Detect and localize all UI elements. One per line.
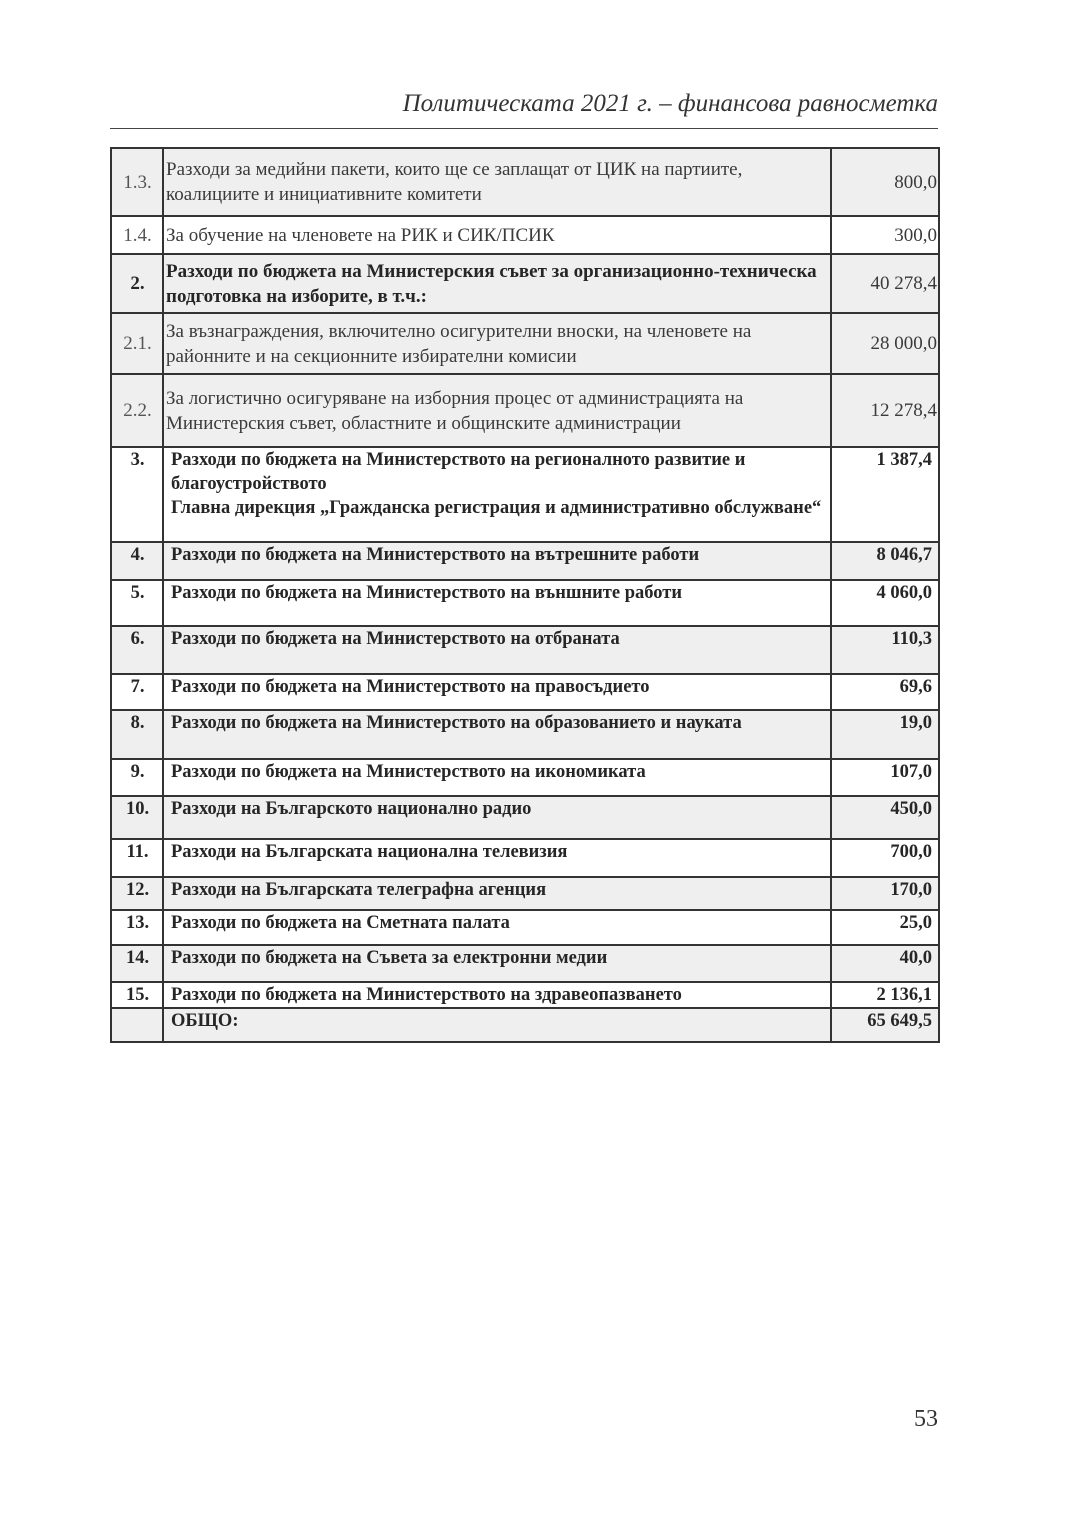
row-amount: 8 046,7 (831, 542, 939, 580)
table-row (111, 447, 939, 542)
row-number: 14. (111, 945, 163, 982)
row-amount: 40 278,4 (831, 254, 939, 313)
budget-table (110, 147, 940, 1043)
row-number: 11. (111, 839, 163, 877)
row-description: Разходи по бюджета на Министерството на външните работи (163, 580, 831, 626)
row-description: Разходи на Българската телеграфна агенция (163, 877, 831, 910)
table-row (111, 580, 939, 626)
row-number: 13. (111, 910, 163, 945)
row-description (163, 447, 831, 542)
row-number: 8. (111, 710, 163, 759)
row-amount: 4 060,0 (831, 580, 939, 626)
total-label: ОБЩО: (163, 1008, 831, 1042)
table-row (111, 254, 939, 313)
row-number: 9. (111, 759, 163, 796)
total-amount: 65 649,5 (831, 1008, 939, 1042)
row-description-main: Разходи по бюджета на Министерството на регионалното развитие и благоустройството (171, 450, 746, 494)
row-amount: 69,6 (831, 674, 939, 710)
row-description: Разходи по бюджета на Министерството на правосъдието (163, 674, 831, 710)
row-amount: 40,0 (831, 945, 939, 982)
table-row (111, 839, 939, 877)
table-row (111, 945, 939, 982)
table-row (111, 313, 939, 374)
row-number: 12. (111, 877, 163, 910)
row-amount: 107,0 (831, 759, 939, 796)
row-description: Разходи на Българското национално радио (163, 796, 831, 839)
table-row (111, 796, 939, 839)
row-number: 6. (111, 626, 163, 674)
row-description: Разходи по бюджета на Министерството на здравеопазването (163, 982, 831, 1008)
row-number: 2. (111, 254, 163, 313)
page-number: 53 (914, 1406, 938, 1432)
table-row (111, 710, 939, 759)
row-number: 7. (111, 674, 163, 710)
row-description: За логистично осигуряване на изборния процес от администрацията на Министерския съвет, областните и общинските администрации (163, 374, 831, 447)
row-description: Разходи по бюджета на Министерството на вътрешните работи (163, 542, 831, 580)
row-number: 2.2. (111, 374, 163, 447)
row-amount: 12 278,4 (831, 374, 939, 447)
row-amount: 2 136,1 (831, 982, 939, 1008)
table-row (111, 759, 939, 796)
row-description: Разходи по бюджета на Министерството на образованието и науката (163, 710, 831, 759)
row-amount: 300,0 (831, 216, 939, 254)
row-number: 3. (111, 447, 163, 542)
row-amount: 28 000,0 (831, 313, 939, 374)
row-description: Разходи по бюджета на Сметната палата (163, 910, 831, 945)
row-description: Разходи по бюджета на Съвета за електронни медии (163, 945, 831, 982)
row-number: 1.3. (111, 148, 163, 216)
table-row (111, 674, 939, 710)
row-number: 5. (111, 580, 163, 626)
header-rule (110, 128, 938, 129)
row-amount: 1 387,4 (831, 447, 939, 542)
row-description: Разходи по бюджета на Министерството на отбраната (163, 626, 831, 674)
total-row (111, 1008, 939, 1042)
row-description: Разходи на Българската национална телевизия (163, 839, 831, 877)
row-amount: 110,3 (831, 626, 939, 674)
table-row (111, 877, 939, 910)
row-number: 15. (111, 982, 163, 1008)
row-description: Разходи по бюджета на Министерския съвет за организационно-техническа подготовка на изборите, в т.ч.: (163, 254, 831, 313)
row-description: За обучение на членовете на РИК и СИК/ПСИК (163, 216, 831, 254)
row-amount: 25,0 (831, 910, 939, 945)
row-amount: 450,0 (831, 796, 939, 839)
table-row (111, 542, 939, 580)
row-description-sub: Главна дирекция „Гражданска регистрация и административно обслужване“ (171, 498, 822, 518)
table-row (111, 374, 939, 447)
table-row (111, 910, 939, 945)
row-description: За възнаграждения, включително осигурителни вноски, на членовете на районните и на секционните избирателни комисии (163, 313, 831, 374)
row-number: 10. (111, 796, 163, 839)
row-amount: 800,0 (831, 148, 939, 216)
table-row (111, 148, 939, 216)
running-header: Политическата 2021 г. – финансова равносметка (402, 90, 938, 117)
row-number (111, 1008, 163, 1042)
table-row (111, 216, 939, 254)
row-number: 1.4. (111, 216, 163, 254)
row-number: 4. (111, 542, 163, 580)
row-number: 2.1. (111, 313, 163, 374)
row-amount: 700,0 (831, 839, 939, 877)
row-description: Разходи за медийни пакети, които ще се заплащат от ЦИК на партиите, коалициите и инициативните комитети (163, 148, 831, 216)
row-description: Разходи по бюджета на Министерството на икономиката (163, 759, 831, 796)
row-amount: 19,0 (831, 710, 939, 759)
table-row (111, 982, 939, 1008)
row-amount: 170,0 (831, 877, 939, 910)
table-row (111, 626, 939, 674)
